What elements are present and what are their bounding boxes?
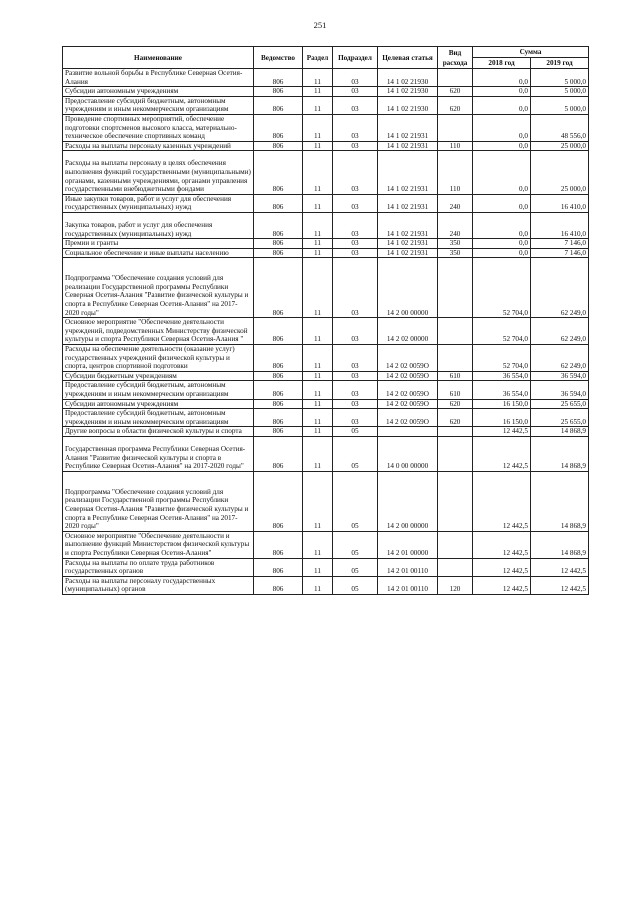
table-row bbox=[63, 318, 589, 345]
row-2019-cell: 36 594,0 bbox=[531, 381, 589, 399]
row-2018-cell: 0,0 bbox=[473, 212, 531, 238]
row-podrazdel-cell: 03 bbox=[333, 399, 378, 409]
table-row bbox=[63, 427, 589, 437]
row-2019-cell: 25 655,0 bbox=[531, 409, 589, 427]
row-2019-cell: 25 000,0 bbox=[531, 141, 589, 151]
row-celevaya-cell: 14 1 02 21930 bbox=[378, 69, 438, 87]
row-2019-cell: 5 000,0 bbox=[531, 96, 589, 114]
row-name-text: Закупка товаров, работ и услуг для обеспечения государственных (муниципальных) нужд bbox=[65, 220, 213, 238]
row-vid-cell: 620 bbox=[438, 96, 473, 114]
row-razdel-cell: 11 bbox=[303, 399, 333, 409]
page-number: 251 bbox=[313, 20, 327, 30]
row-name-text: Другие вопросы в области физической культуры и спорта bbox=[65, 427, 242, 436]
row-celevaya-cell: 14 1 02 21931 bbox=[378, 212, 438, 238]
row-razdel-cell: 11 bbox=[303, 194, 333, 212]
row-2018-cell: 16 150,0 bbox=[473, 409, 531, 427]
row-razdel-cell: 11 bbox=[303, 151, 333, 194]
row-2018-cell: 0,0 bbox=[473, 114, 531, 141]
row-2018-cell: 12 442,5 bbox=[473, 558, 531, 576]
row-vedomstvo-cell: 806 bbox=[254, 345, 303, 372]
table-row bbox=[63, 409, 589, 427]
row-razdel-cell: 11 bbox=[303, 212, 333, 238]
row-razdel-cell: 11 bbox=[303, 318, 333, 345]
row-vedomstvo-cell: 806 bbox=[254, 531, 303, 558]
row-2019-cell: 12 442,5 bbox=[531, 576, 589, 594]
row-razdel-cell: 11 bbox=[303, 87, 333, 97]
row-vid-cell bbox=[438, 427, 473, 437]
row-2018-cell: 52 704,0 bbox=[473, 258, 531, 318]
row-2019-cell: 7 146,0 bbox=[531, 248, 589, 258]
row-vedomstvo-cell: 806 bbox=[254, 151, 303, 194]
header-vedomstvo: Ведомство bbox=[254, 47, 303, 69]
header-podrazdel: Подраздел bbox=[333, 47, 378, 69]
row-vid-cell: 240 bbox=[438, 212, 473, 238]
row-2019-cell: 25 655,0 bbox=[531, 399, 589, 409]
row-2019-cell: 36 594,0 bbox=[531, 371, 589, 381]
row-celevaya-cell: 14 2 02 0059О bbox=[378, 371, 438, 381]
row-vedomstvo-cell: 806 bbox=[254, 427, 303, 437]
row-2018-cell: 12 442,5 bbox=[473, 436, 531, 471]
row-2018-cell: 12 442,5 bbox=[473, 471, 531, 531]
header-2019: 2019 год bbox=[531, 58, 589, 69]
row-vedomstvo-cell: 806 bbox=[254, 471, 303, 531]
row-vid-cell: 240 bbox=[438, 194, 473, 212]
table-row bbox=[63, 212, 589, 238]
row-name-text: Предоставление субсидий бюджетным, автономным учреждениям и иным некоммерческим организациям bbox=[65, 381, 229, 398]
row-name-cell bbox=[63, 318, 254, 345]
row-razdel-cell: 11 bbox=[303, 436, 333, 471]
row-razdel-cell: 11 bbox=[303, 576, 333, 594]
row-celevaya-cell: 14 2 01 00000 bbox=[378, 531, 438, 558]
row-celevaya-cell: 14 2 00 00000 bbox=[378, 258, 438, 318]
row-celevaya-cell: 14 2 02 0059О bbox=[378, 345, 438, 372]
row-name-text: Основное мероприятие "Обеспечение деятельности и выполнение функций Министерством физической культуры и спорта Республики Северная Осетия-Алания" bbox=[65, 531, 250, 557]
row-podrazdel-cell: 05 bbox=[333, 436, 378, 471]
table-row bbox=[63, 114, 589, 141]
row-name-cell bbox=[63, 371, 254, 381]
row-razdel-cell: 11 bbox=[303, 69, 333, 87]
table-row bbox=[63, 239, 589, 249]
row-vedomstvo-cell: 806 bbox=[254, 239, 303, 249]
row-name-cell bbox=[63, 409, 254, 427]
header-razdel: Раздел bbox=[303, 47, 333, 69]
row-podrazdel-cell: 03 bbox=[333, 69, 378, 87]
row-2018-cell: 0,0 bbox=[473, 239, 531, 249]
header-vid-rashoda: Вид расхода bbox=[438, 47, 473, 69]
row-2019-cell: 5 000,0 bbox=[531, 87, 589, 97]
row-razdel-cell: 11 bbox=[303, 531, 333, 558]
row-vedomstvo-cell: 806 bbox=[254, 381, 303, 399]
row-2019-cell: 14 868,9 bbox=[531, 427, 589, 437]
row-vid-cell: 620 bbox=[438, 87, 473, 97]
row-vedomstvo-cell: 806 bbox=[254, 371, 303, 381]
row-celevaya-cell: 14 1 02 21931 bbox=[378, 114, 438, 141]
row-podrazdel-cell: 05 bbox=[333, 558, 378, 576]
row-name-cell bbox=[63, 212, 254, 238]
row-2018-cell: 0,0 bbox=[473, 87, 531, 97]
row-celevaya-cell: 14 2 01 00110 bbox=[378, 558, 438, 576]
table-row bbox=[63, 436, 589, 471]
table-row bbox=[63, 371, 589, 381]
table-row bbox=[63, 96, 589, 114]
budget-table bbox=[62, 46, 589, 595]
table-row bbox=[63, 471, 589, 531]
row-podrazdel-cell: 03 bbox=[333, 141, 378, 151]
row-vedomstvo-cell: 806 bbox=[254, 194, 303, 212]
row-name-cell bbox=[63, 194, 254, 212]
row-celevaya-cell: 14 2 02 0059О bbox=[378, 409, 438, 427]
row-celevaya-cell: 14 0 00 00000 bbox=[378, 436, 438, 471]
table-row bbox=[63, 69, 589, 87]
row-razdel-cell: 11 bbox=[303, 96, 333, 114]
row-name-cell bbox=[63, 436, 254, 471]
row-razdel-cell: 11 bbox=[303, 558, 333, 576]
row-name-text: Государственная программа Республики Северная Осетия-Алания "Развитие физической культуры и спорта в Республике Северная Осетия-Алания" на 2017-2020 годы" bbox=[65, 444, 246, 471]
row-vid-cell: 610 bbox=[438, 381, 473, 399]
row-vid-cell: 120 bbox=[438, 576, 473, 594]
header-summa: Сумма bbox=[473, 47, 589, 58]
row-2018-cell: 0,0 bbox=[473, 248, 531, 258]
row-vedomstvo-cell: 806 bbox=[254, 399, 303, 409]
row-celevaya-cell: 14 2 02 0059О bbox=[378, 399, 438, 409]
row-vedomstvo-cell: 806 bbox=[254, 212, 303, 238]
row-name-text: Премии и гранты bbox=[65, 239, 119, 248]
row-celevaya-cell: 14 1 02 21931 bbox=[378, 239, 438, 249]
row-2019-cell: 25 000,0 bbox=[531, 151, 589, 194]
row-podrazdel-cell: 03 bbox=[333, 212, 378, 238]
row-2019-cell: 16 410,0 bbox=[531, 194, 589, 212]
header-celevaya-statya: Целевая статья bbox=[378, 47, 438, 69]
row-podrazdel-cell: 03 bbox=[333, 194, 378, 212]
row-celevaya-cell: 14 1 02 21931 bbox=[378, 248, 438, 258]
row-vid-cell bbox=[438, 114, 473, 141]
row-name-text: Развитие вольной борьбы в Республике Северная Осетия-Алания bbox=[65, 69, 243, 86]
row-podrazdel-cell: 03 bbox=[333, 318, 378, 345]
row-vid-cell: 620 bbox=[438, 399, 473, 409]
row-name-cell bbox=[63, 381, 254, 399]
row-name-cell bbox=[63, 96, 254, 114]
row-2018-cell: 52 704,0 bbox=[473, 318, 531, 345]
row-2019-cell: 5 000,0 bbox=[531, 69, 589, 87]
row-2018-cell: 16 150,0 bbox=[473, 399, 531, 409]
row-2018-cell: 12 442,5 bbox=[473, 531, 531, 558]
header-2018: 2018 год bbox=[473, 58, 531, 69]
row-vid-cell bbox=[438, 436, 473, 471]
row-celevaya-cell: 14 1 02 21930 bbox=[378, 96, 438, 114]
row-vid-cell bbox=[438, 558, 473, 576]
row-vid-cell: 620 bbox=[438, 409, 473, 427]
row-name-text: Расходы на выплаты персоналу казенных учреждений bbox=[65, 141, 231, 150]
row-podrazdel-cell: 03 bbox=[333, 258, 378, 318]
row-name-text: Основное мероприятие "Обеспечение деятельности учреждений, подведомственных Министерству физической культуры и спорта Республики Северная Осетия-Алания " bbox=[65, 318, 248, 344]
row-vedomstvo-cell: 806 bbox=[254, 409, 303, 427]
row-2019-cell: 7 146,0 bbox=[531, 239, 589, 249]
row-vid-cell bbox=[438, 258, 473, 318]
row-name-text: Субсидии автономным учреждениям bbox=[65, 87, 179, 96]
row-vedomstvo-cell: 806 bbox=[254, 114, 303, 141]
row-name-text: Подпрограмма "Обеспечение создания условий для реализации Государственной программы Республики Северная Осетия-Алания "Развитие физической культуры и спорта в Республике Северная Осетия-Алания" на 2017-2020 годы" bbox=[65, 487, 249, 531]
row-name-cell bbox=[63, 239, 254, 249]
row-razdel-cell: 11 bbox=[303, 409, 333, 427]
row-razdel-cell: 11 bbox=[303, 427, 333, 437]
row-razdel-cell: 11 bbox=[303, 371, 333, 381]
row-2019-cell: 12 442,5 bbox=[531, 558, 589, 576]
row-celevaya-cell: 14 2 02 00000 bbox=[378, 318, 438, 345]
row-vedomstvo-cell: 806 bbox=[254, 436, 303, 471]
table-row bbox=[63, 381, 589, 399]
row-2018-cell: 0,0 bbox=[473, 194, 531, 212]
row-name-cell bbox=[63, 141, 254, 151]
row-2018-cell: 0,0 bbox=[473, 151, 531, 194]
table-row bbox=[63, 194, 589, 212]
row-vedomstvo-cell: 806 bbox=[254, 87, 303, 97]
row-name-cell bbox=[63, 471, 254, 531]
row-podrazdel-cell: 03 bbox=[333, 371, 378, 381]
row-name-cell bbox=[63, 87, 254, 97]
row-name-text: Предоставление субсидий бюджетным, автономным учреждениям и иным некоммерческим организациям bbox=[65, 409, 229, 426]
row-name-text: Расходы на выплаты персоналу государственных (муниципальных) органов bbox=[65, 576, 216, 594]
row-vedomstvo-cell: 806 bbox=[254, 96, 303, 114]
table-row bbox=[63, 345, 589, 372]
table-row bbox=[63, 558, 589, 576]
row-celevaya-cell: 14 2 00 00000 bbox=[378, 471, 438, 531]
row-vid-cell: 610 bbox=[438, 371, 473, 381]
row-name-cell bbox=[63, 151, 254, 194]
row-name-cell bbox=[63, 69, 254, 87]
row-2019-cell: 16 410,0 bbox=[531, 212, 589, 238]
table-row bbox=[63, 399, 589, 409]
row-name-text: Субсидии бюджетным учреждениям bbox=[65, 371, 177, 380]
row-2019-cell: 14 868,9 bbox=[531, 531, 589, 558]
row-name-text: Социальное обеспечение и иные выплаты населению bbox=[65, 248, 229, 257]
row-2019-cell: 14 868,9 bbox=[531, 471, 589, 531]
row-razdel-cell: 11 bbox=[303, 345, 333, 372]
row-name-text: Расходы на выплаты по оплате труда работников государственных органов bbox=[65, 558, 215, 576]
row-name-text: Подпрограмма "Обеспечение создания условий для реализации Государственной программы Республики Северная Осетия-Алания "Развитие физической культуры и спорта в Республике Северная Осетия-Алания" на 2017-2020 годы" bbox=[65, 274, 249, 317]
row-2018-cell: 12 442,5 bbox=[473, 576, 531, 594]
row-2018-cell: 36 554,0 bbox=[473, 371, 531, 381]
row-celevaya-cell: 14 2 01 00110 bbox=[378, 576, 438, 594]
row-name-cell bbox=[63, 258, 254, 318]
row-name-cell bbox=[63, 427, 254, 437]
row-name-cell bbox=[63, 576, 254, 594]
row-podrazdel-cell: 05 bbox=[333, 531, 378, 558]
row-podrazdel-cell: 03 bbox=[333, 409, 378, 427]
row-2018-cell: 36 554,0 bbox=[473, 381, 531, 399]
table-row bbox=[63, 141, 589, 151]
row-razdel-cell: 11 bbox=[303, 239, 333, 249]
row-razdel-cell: 11 bbox=[303, 381, 333, 399]
row-vid-cell: 350 bbox=[438, 239, 473, 249]
row-razdel-cell: 11 bbox=[303, 471, 333, 531]
row-name-cell bbox=[63, 248, 254, 258]
row-name-text: Субсидии автономным учреждениям bbox=[65, 399, 179, 408]
row-podrazdel-cell: 03 bbox=[333, 87, 378, 97]
row-podrazdel-cell: 03 bbox=[333, 345, 378, 372]
row-2018-cell: 0,0 bbox=[473, 96, 531, 114]
row-celevaya-cell: 14 1 02 21931 bbox=[378, 194, 438, 212]
row-name-text: Проведение спортивных мероприятий, обеспечение подготовки спортсменов высокого класса, материально-техническое обеспечение спортивных команд bbox=[65, 114, 237, 141]
row-vedomstvo-cell: 806 bbox=[254, 576, 303, 594]
row-name-cell bbox=[63, 558, 254, 576]
row-razdel-cell: 11 bbox=[303, 114, 333, 141]
table-row bbox=[63, 87, 589, 97]
row-podrazdel-cell: 03 bbox=[333, 239, 378, 249]
row-podrazdel-cell: 03 bbox=[333, 114, 378, 141]
row-2019-cell: 62 249,0 bbox=[531, 345, 589, 372]
row-vid-cell: 110 bbox=[438, 141, 473, 151]
row-name-cell bbox=[63, 399, 254, 409]
row-name-text: Расходы на обеспечение деятельности (оказание услуг) государственных учреждений физической культуры и спорта, центров спортивной подготовки bbox=[65, 345, 235, 371]
row-2019-cell: 62 249,0 bbox=[531, 258, 589, 318]
row-celevaya-cell bbox=[378, 427, 438, 437]
row-name-cell bbox=[63, 531, 254, 558]
row-name-cell bbox=[63, 114, 254, 141]
row-podrazdel-cell: 05 bbox=[333, 427, 378, 437]
row-podrazdel-cell: 03 bbox=[333, 96, 378, 114]
row-2018-cell: 12 442,5 bbox=[473, 427, 531, 437]
row-celevaya-cell: 14 2 02 0059О bbox=[378, 381, 438, 399]
row-vid-cell: 110 bbox=[438, 151, 473, 194]
row-razdel-cell: 11 bbox=[303, 258, 333, 318]
row-vedomstvo-cell: 806 bbox=[254, 258, 303, 318]
row-2018-cell: 0,0 bbox=[473, 69, 531, 87]
row-vid-cell bbox=[438, 471, 473, 531]
row-podrazdel-cell: 05 bbox=[333, 576, 378, 594]
table-row bbox=[63, 151, 589, 194]
row-2019-cell: 62 249,0 bbox=[531, 318, 589, 345]
row-celevaya-cell: 14 1 02 21931 bbox=[378, 141, 438, 151]
table-body bbox=[63, 69, 589, 595]
table-row bbox=[63, 248, 589, 258]
row-name-text: Иные закупки товаров, работ и услуг для обеспечения государственных (муниципальных) нужд bbox=[65, 194, 232, 212]
table-row bbox=[63, 576, 589, 594]
row-vid-cell bbox=[438, 531, 473, 558]
row-celevaya-cell: 14 1 02 21930 bbox=[378, 87, 438, 97]
row-vid-cell bbox=[438, 345, 473, 372]
row-vedomstvo-cell: 806 bbox=[254, 69, 303, 87]
row-name-text: Расходы на выплаты персоналу в целях обеспечения выполнения функций государственными (муниципальными) органами, казенными учреждениями, органами управления государственными внебюджетными фондами bbox=[65, 159, 251, 194]
row-razdel-cell: 11 bbox=[303, 248, 333, 258]
row-podrazdel-cell: 03 bbox=[333, 151, 378, 194]
table-row bbox=[63, 531, 589, 558]
row-razdel-cell: 11 bbox=[303, 141, 333, 151]
row-vedomstvo-cell: 806 bbox=[254, 141, 303, 151]
table-row bbox=[63, 258, 589, 318]
row-2018-cell: 52 704,0 bbox=[473, 345, 531, 372]
row-name-text: Предоставление субсидий бюджетным, автономным учреждениям и иным некоммерческим организациям bbox=[65, 96, 229, 114]
row-podrazdel-cell: 03 bbox=[333, 248, 378, 258]
row-2018-cell: 0,0 bbox=[473, 141, 531, 151]
header-name: Наименование bbox=[63, 47, 254, 69]
row-vedomstvo-cell: 806 bbox=[254, 248, 303, 258]
row-vid-cell bbox=[438, 69, 473, 87]
row-celevaya-cell: 14 1 02 21931 bbox=[378, 151, 438, 194]
row-2019-cell: 48 556,0 bbox=[531, 114, 589, 141]
table-header bbox=[63, 47, 589, 69]
row-podrazdel-cell: 03 bbox=[333, 381, 378, 399]
row-vedomstvo-cell: 806 bbox=[254, 318, 303, 345]
row-vid-cell bbox=[438, 318, 473, 345]
row-podrazdel-cell: 05 bbox=[333, 471, 378, 531]
row-name-cell bbox=[63, 345, 254, 372]
row-2019-cell: 14 868,9 bbox=[531, 436, 589, 471]
row-vid-cell: 350 bbox=[438, 248, 473, 258]
row-vedomstvo-cell: 806 bbox=[254, 558, 303, 576]
